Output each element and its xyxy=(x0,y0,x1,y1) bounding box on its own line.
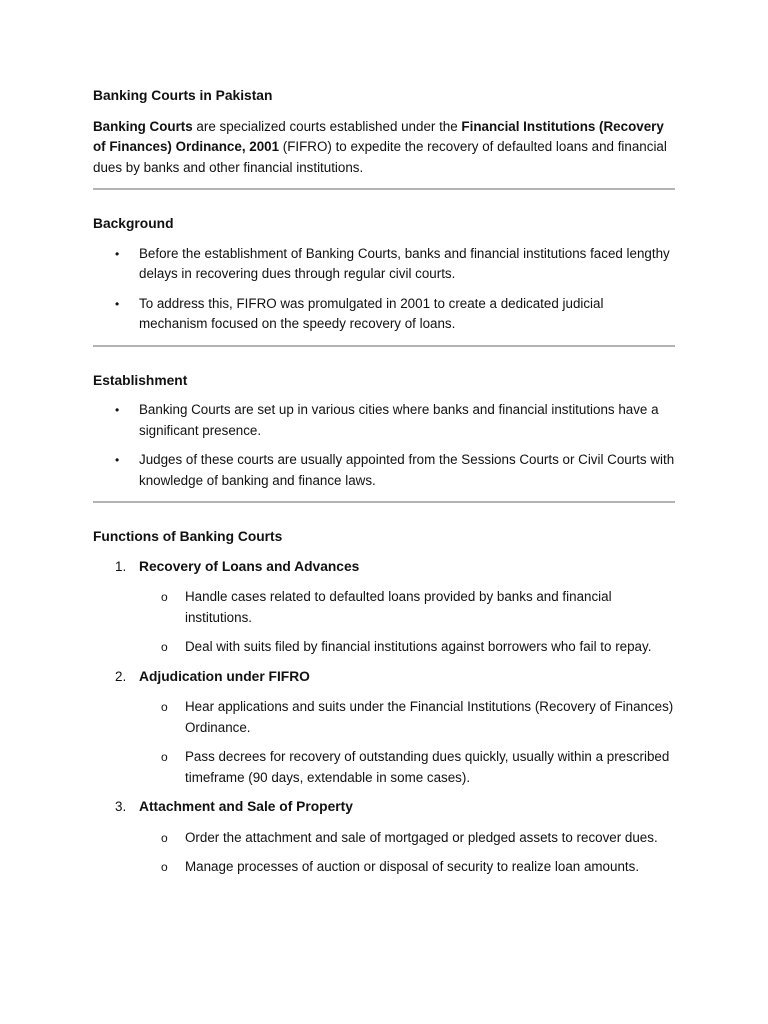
list-item xyxy=(93,294,675,335)
sub-list-item xyxy=(139,747,675,788)
function-item xyxy=(93,667,675,789)
background-heading: Background xyxy=(93,216,174,231)
circle-bullet-icon: o xyxy=(161,750,168,764)
function-title: Attachment and Sale of Property xyxy=(139,799,353,814)
sub-list-item-text: Manage processes of auction or disposal of security to realize loan amounts. xyxy=(185,859,640,874)
bullet-icon: • xyxy=(115,246,120,261)
list-item xyxy=(93,400,675,441)
functions-heading: Functions of Banking Courts xyxy=(93,529,283,544)
circle-bullet-icon: o xyxy=(161,700,168,714)
list-item-text: Banking Courts are set up in various cities where banks and financial institutions have a significant presence. xyxy=(139,402,659,438)
intro-paragraph xyxy=(93,117,675,179)
circle-bullet-icon: o xyxy=(161,860,168,874)
sub-list-item-text: Order the attachment and sale of mortgaged or pledged assets to recover dues. xyxy=(185,829,658,845)
list-item-text: Before the establishment of Banking Courts, banks and financial institutions faced lengthy delays in recovering dues through regular civil courts. xyxy=(139,245,670,281)
function-item xyxy=(93,797,675,878)
sub-list-item-text: Pass decrees for recovery of outstanding dues quickly, usually within a prescribed timeframe (90 days, extendable in some cases). xyxy=(185,749,670,785)
sub-list-item xyxy=(139,587,675,628)
bullet-icon: • xyxy=(115,296,120,311)
list-item-text: To address this, FIFRO was promulgated in 2001 to create a dedicated judicial mechanism focused on the speedy recovery of loans. xyxy=(139,295,604,331)
function-points xyxy=(139,828,675,878)
document-title: Banking Courts in Pakistan xyxy=(93,88,273,103)
circle-bullet-icon: o xyxy=(161,640,168,654)
function-number: 3. xyxy=(115,799,127,814)
intro-ordinance: Financial Institutions (Recovery of Finances) Ordinance, 2001 xyxy=(93,118,664,154)
list-item xyxy=(93,450,675,491)
sub-list-item xyxy=(139,637,675,658)
function-title: Recovery of Loans and Advances xyxy=(139,558,360,574)
intro-text-2: (FIFRO) to expedite the recovery of defaulted loans and financial dues by banks and other financial institutions. xyxy=(93,139,667,175)
sub-list-item-text: Handle cases related to defaulted loans provided by banks and financial institutions. xyxy=(185,589,612,625)
establishment-list xyxy=(93,400,675,491)
function-title: Adjudication under FIFRO xyxy=(139,668,310,684)
sub-list-item-text: Hear applications and suits under the Financial Institutions (Recovery of Finances) Ordinance. xyxy=(185,699,674,735)
sub-list-item xyxy=(139,697,675,738)
functions-list xyxy=(93,557,675,878)
list-item-text: Judges of these courts are usually appointed from the Sessions Courts or Civil Courts with knowledge of banking and finance laws. xyxy=(139,452,675,488)
intro-text-1: are specialized courts established under the xyxy=(192,118,462,134)
sub-list-item-text: Deal with suits filed by financial institutions against borrowers who fail to repay. xyxy=(185,639,652,654)
bullet-icon: • xyxy=(115,403,120,417)
function-points xyxy=(139,697,675,788)
section-divider xyxy=(93,501,675,503)
circle-bullet-icon: o xyxy=(161,830,168,845)
section-divider xyxy=(93,188,675,190)
list-item xyxy=(93,244,675,285)
sub-list-item xyxy=(139,857,675,878)
sub-list-item xyxy=(139,828,675,849)
function-number: 2. xyxy=(115,668,127,684)
intro-term: Banking Courts xyxy=(93,118,193,134)
establishment-heading: Establishment xyxy=(93,372,188,388)
background-list xyxy=(93,244,675,335)
function-item xyxy=(93,557,675,658)
function-points xyxy=(139,587,675,658)
circle-bullet-icon: o xyxy=(161,590,168,604)
function-number: 1. xyxy=(115,558,127,574)
section-divider xyxy=(93,345,675,347)
bullet-icon: • xyxy=(115,453,120,467)
